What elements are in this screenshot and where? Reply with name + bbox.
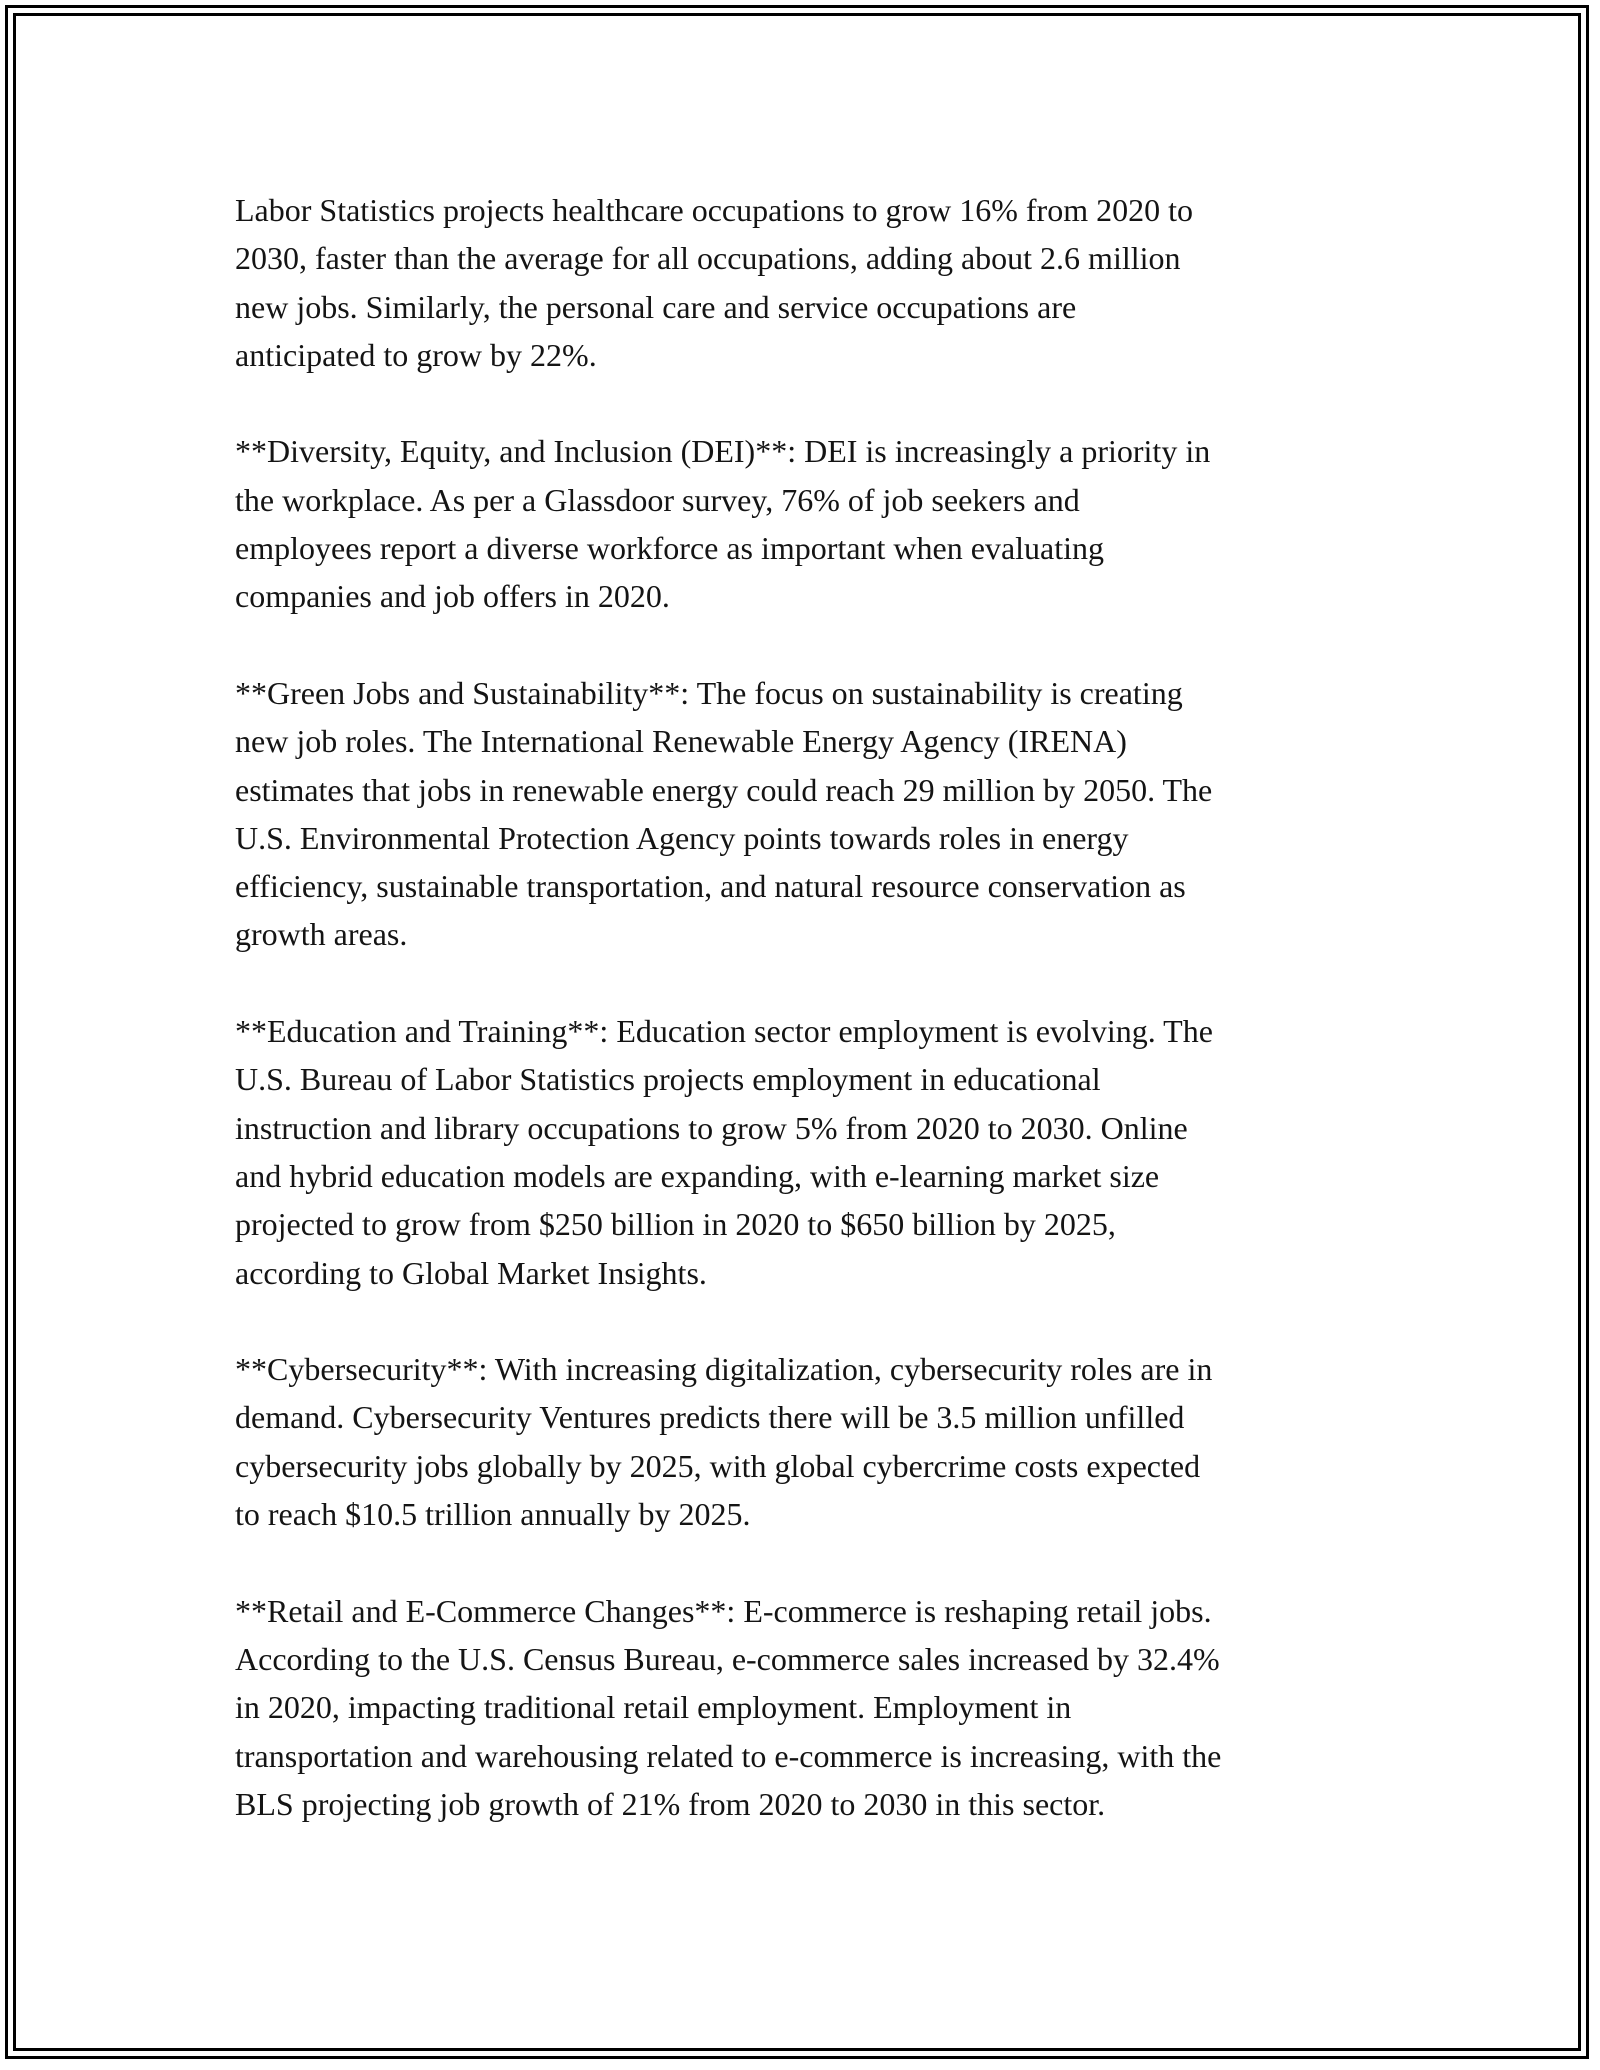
paragraph-green-jobs: **Green Jobs and Sustainability**: The focus on sustainability is creating new job roles. The International Renewable Energy Agency (IRENA) estimates that jobs in renewable energy could reach 29 million by 2050. The U.S. Environmental Protection Agency points towards roles in energy efficiency, sustainable transportation, and natural resource conservation as growth areas. bbox=[235, 674, 1213, 953]
document-body bbox=[235, 186, 1375, 1876]
paragraph-dei: **Diversity, Equity, and Inclusion (DEI)**: DEI is increasingly a priority in the workplace. As per a Glassdoor survey, 76% of job seekers and employees report a diverse workforce as important when evaluating companies and job offers in 2020. bbox=[235, 433, 1211, 615]
paragraph-retail-ecommerce: **Retail and E-Commerce Changes**: E-commerce is reshaping retail jobs. According to the U.S. Census Bureau, e-commerce sales increased by 32.4% in 2020, impacting traditional retail employment. Employment in transportation and warehousing related to e-commerce is increasing, with the BLS projecting job growth of 21% from 2020 to 2030 in this sector. bbox=[235, 1592, 1222, 1822]
paragraph-cybersecurity: **Cybersecurity**: With increasing digitalization, cybersecurity roles are in demand. Cybersecurity Ventures predicts there will be 3.5 million unfilled cybersecurity jobs globally by 2025, with global cybercrime costs expected to reach $10.5 trillion annually by 2025. bbox=[235, 1351, 1213, 1533]
paragraph-education-training: **Education and Training**: Education sector employment is evolving. The U.S. Bureau of Labor Statistics projects employment in educational instruction and library occupations to grow 5% from 2020 to 2030. Online and hybrid education models are expanding, with e-learning market size projected to grow from $250 billion in 2020 to $650 billion by 2025, according to Global Market Insights. bbox=[235, 1013, 1213, 1291]
paragraph-healthcare-growth: Labor Statistics projects healthcare occupations to grow 16% from 2020 to 2030, faster than the average for all occupations, adding about 2.6 million new jobs. Similarly, the personal care and service occupations are anticipated to grow by 22%. bbox=[235, 192, 1193, 373]
